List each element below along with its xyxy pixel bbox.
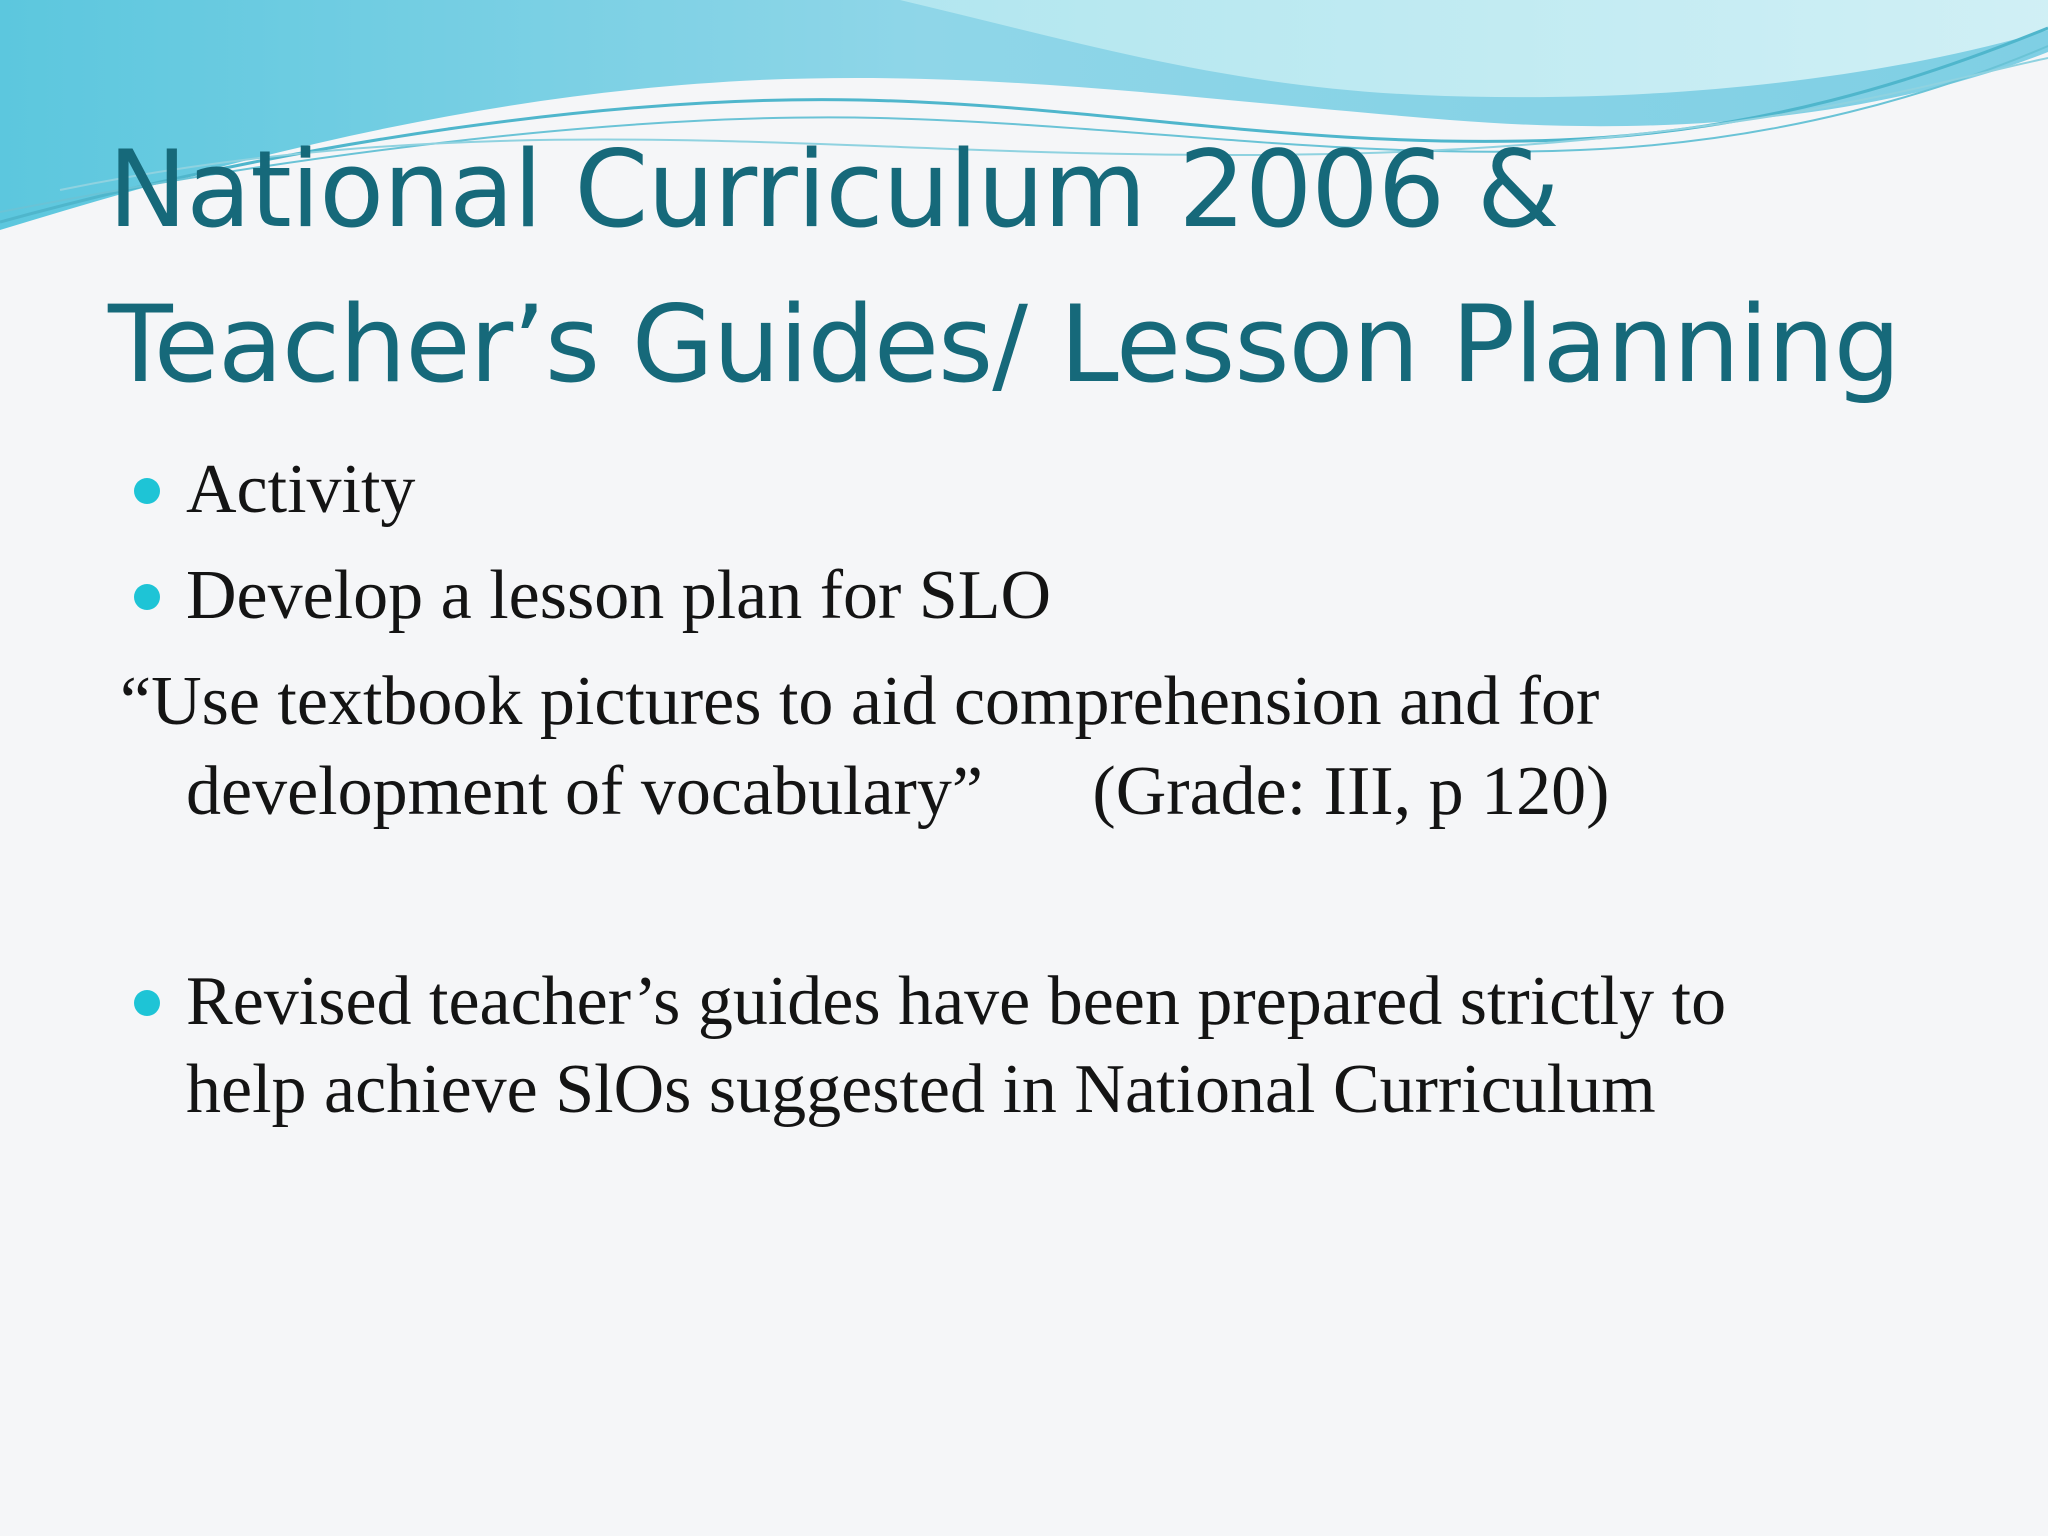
bullet-develop-lesson-plan: Develop a lesson plan for SLO bbox=[186, 557, 1052, 634]
title-line-1: National Curriculum 2006 & bbox=[108, 128, 1559, 251]
quote-line-1: “Use textbook pictures to aid comprehension and for bbox=[120, 663, 1600, 740]
bullet-revised-line-2: help achieve SlOs suggested in National Curriculum bbox=[186, 1051, 1656, 1128]
bullet-activity: Activity bbox=[186, 451, 416, 528]
bullet-dot-develop bbox=[134, 584, 160, 610]
quote-line-2-row bbox=[186, 748, 1609, 836]
title-line-2: Teacher’s Guides/ Lesson Planning bbox=[108, 283, 1900, 406]
quote-citation: (Grade: III, p 120) bbox=[1092, 753, 1610, 830]
bullet-dot-activity bbox=[134, 478, 160, 504]
bullet-revised-line-1: Revised teacher’s guides have been prepared strictly to bbox=[186, 963, 1727, 1040]
bullet-dot-revised bbox=[134, 990, 160, 1016]
quote-line-2: development of vocabulary” bbox=[186, 753, 983, 830]
